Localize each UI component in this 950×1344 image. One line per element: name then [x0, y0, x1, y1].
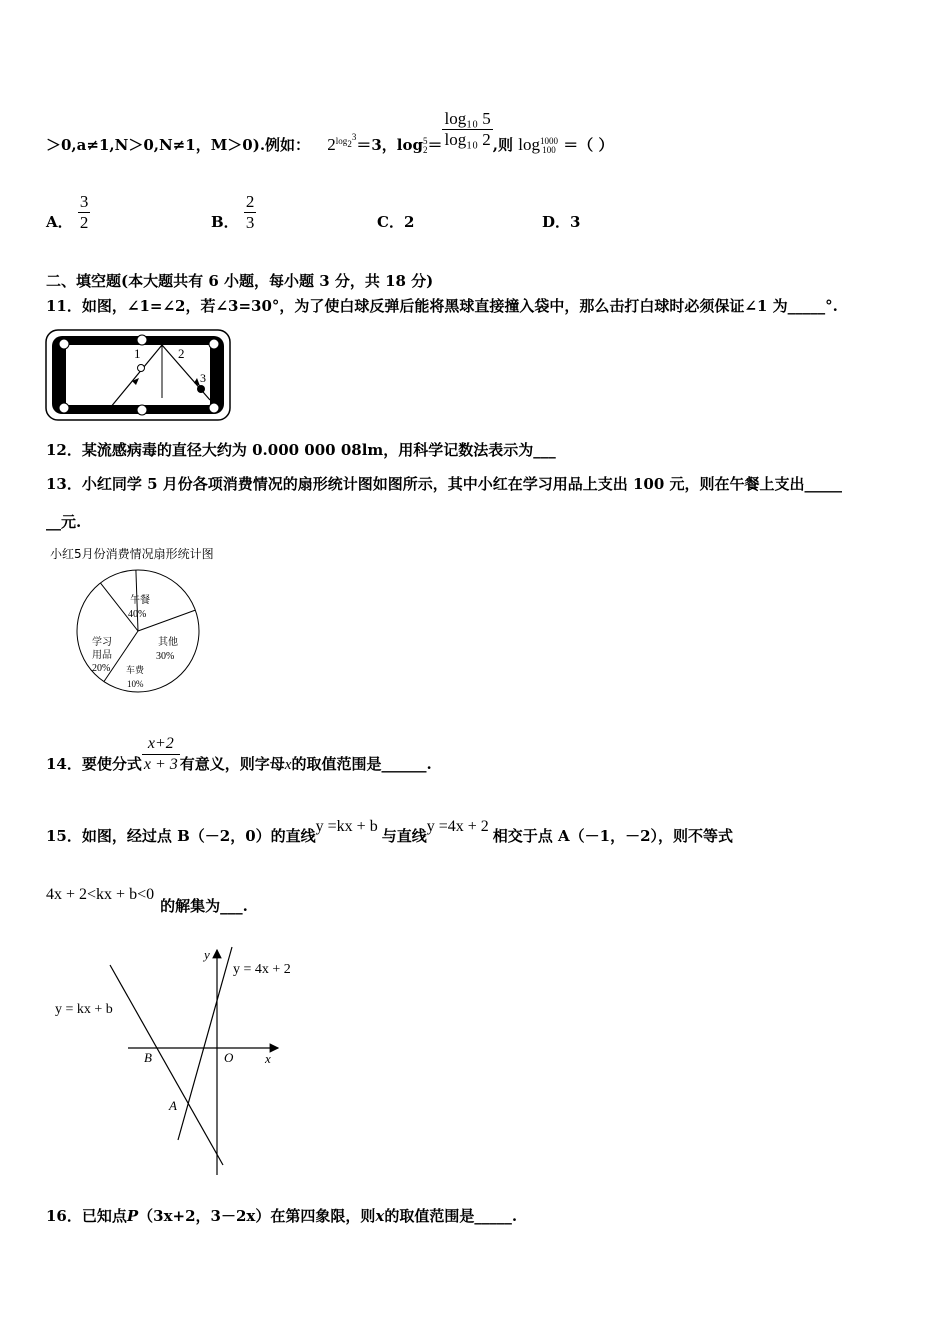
- pie-value-supplies: 20%: [92, 663, 111, 674]
- q14-line: 14．要使分式 $\frac{x+2}{x + 3}$ 有意义，则字母x的取值范围是______.: [46, 734, 432, 773]
- q10-log-fraction: $\frac{\text{log₁₀ 5}}{\text{log₁₀ 2}}$: [444, 108, 491, 149]
- section-heading: 二、填空题(本大题共有 6 小题，每小题 3 分，共 18 分): [46, 272, 434, 290]
- line-kx-b: [110, 965, 223, 1165]
- line-kx-b-label: y = kx + b: [55, 1002, 113, 1017]
- point-b-label: B: [144, 1050, 152, 1065]
- q15-eq1: y =kx + b: [315, 818, 378, 835]
- q10-example-power: $2^{log_2^3}$: [327, 132, 357, 154]
- q11-text: 11．如图，∠1=∠2，若∠3=30°，为了使白球反弹后能将黑球直接撞入袋中，那么击打白球时必须保证∠1 为_____°.: [46, 297, 838, 315]
- pie-value-fare: 10%: [127, 679, 144, 689]
- q10-line: ＞0,a≠1,N＞0,N≠1，M＞0).例如： $2^{log_2^3}=3$，log 5 2 ＝ $\frac{\text{log₁₀ 5}}{\text{log₁₀ 2}}$ ,则 log 1000 100 ＝（ ）: [46, 108, 614, 156]
- pie-divider-bottom: [100, 583, 138, 631]
- pie-label-lunch: 午餐: [130, 595, 150, 606]
- pie-label-supplies-1: 学习: [92, 637, 112, 648]
- angle-3-label: 3: [200, 371, 206, 385]
- angle-1-label: 1: [134, 346, 141, 361]
- pie-chart-title: 小红5月份消费情况扇形统计图: [50, 547, 214, 561]
- q10-question-log: log 1000 100: [518, 135, 558, 156]
- pie-divider-top: [138, 610, 195, 631]
- option-c[interactable]: C．2: [377, 213, 415, 231]
- q15-eq2: y =4x + 2: [426, 818, 489, 835]
- q10-lead: ＞0,a≠1,N＞0,N≠1，M＞0).例如：: [46, 136, 311, 154]
- angle-2-label: 2: [178, 346, 185, 361]
- q13-line2: __元.: [46, 513, 82, 531]
- q12-text: 12．某流感病毒的直径大约为 0.000 000 08lm，用科学记数法表示为___: [46, 441, 556, 459]
- point-a-label: A: [169, 1098, 177, 1113]
- q16-line: 16．已知点P（3x+2，3－2x）在第四象限，则x的取值范围是_____.: [46, 1207, 518, 1225]
- pie-chart: [70, 563, 210, 703]
- billiard-table-figure: [44, 328, 234, 424]
- q10-answer-blank: ＝（ ）: [563, 136, 614, 154]
- option-d[interactable]: D．3: [542, 213, 581, 231]
- white-ball: [138, 365, 145, 372]
- q15-graph: [50, 935, 320, 1180]
- option-b[interactable]: B． $\frac{2}{3}$: [211, 191, 255, 232]
- origin-label: O: [224, 1050, 234, 1065]
- y-axis-label: y: [204, 947, 210, 962]
- option-a[interactable]: A． $\frac{3}{2}$: [46, 191, 89, 232]
- pie-label-supplies-2: 用品: [92, 650, 112, 661]
- line-4x-2: [178, 947, 232, 1140]
- q13-line1: 13．小红同学 5 月份各项消费情况的扇形统计图如图所示，其中小红在学习用品上支出 100 元，则在午餐上支出_____: [46, 475, 843, 493]
- q15-inequality: 4x + 2<kx + b<0: [46, 886, 155, 903]
- q14-fraction: $\frac{x+2}{x + 3}$: [143, 734, 178, 773]
- pie-value-lunch: 40%: [128, 609, 147, 620]
- q10-example-result: ＝3，: [356, 136, 397, 154]
- pie-value-other: 30%: [156, 651, 175, 662]
- pie-label-fare: 车费: [126, 665, 145, 675]
- x-axis-label: x: [265, 1051, 271, 1066]
- black-ball: [197, 385, 205, 393]
- pie-label-other: 其他: [158, 637, 178, 648]
- q15-line: 15．如图，经过点 B（－2，0）的直线y =kx + b与直线y =4x + 2相交于点 A（－1，－2），则不等式: [46, 818, 734, 845]
- line-4x-2-label: y = 4x + 2: [233, 962, 291, 977]
- q15-inequality-line: 4x + 2<kx + b<0的解集为___.: [46, 886, 248, 915]
- q10-example-log: log 5 2: [396, 136, 428, 155]
